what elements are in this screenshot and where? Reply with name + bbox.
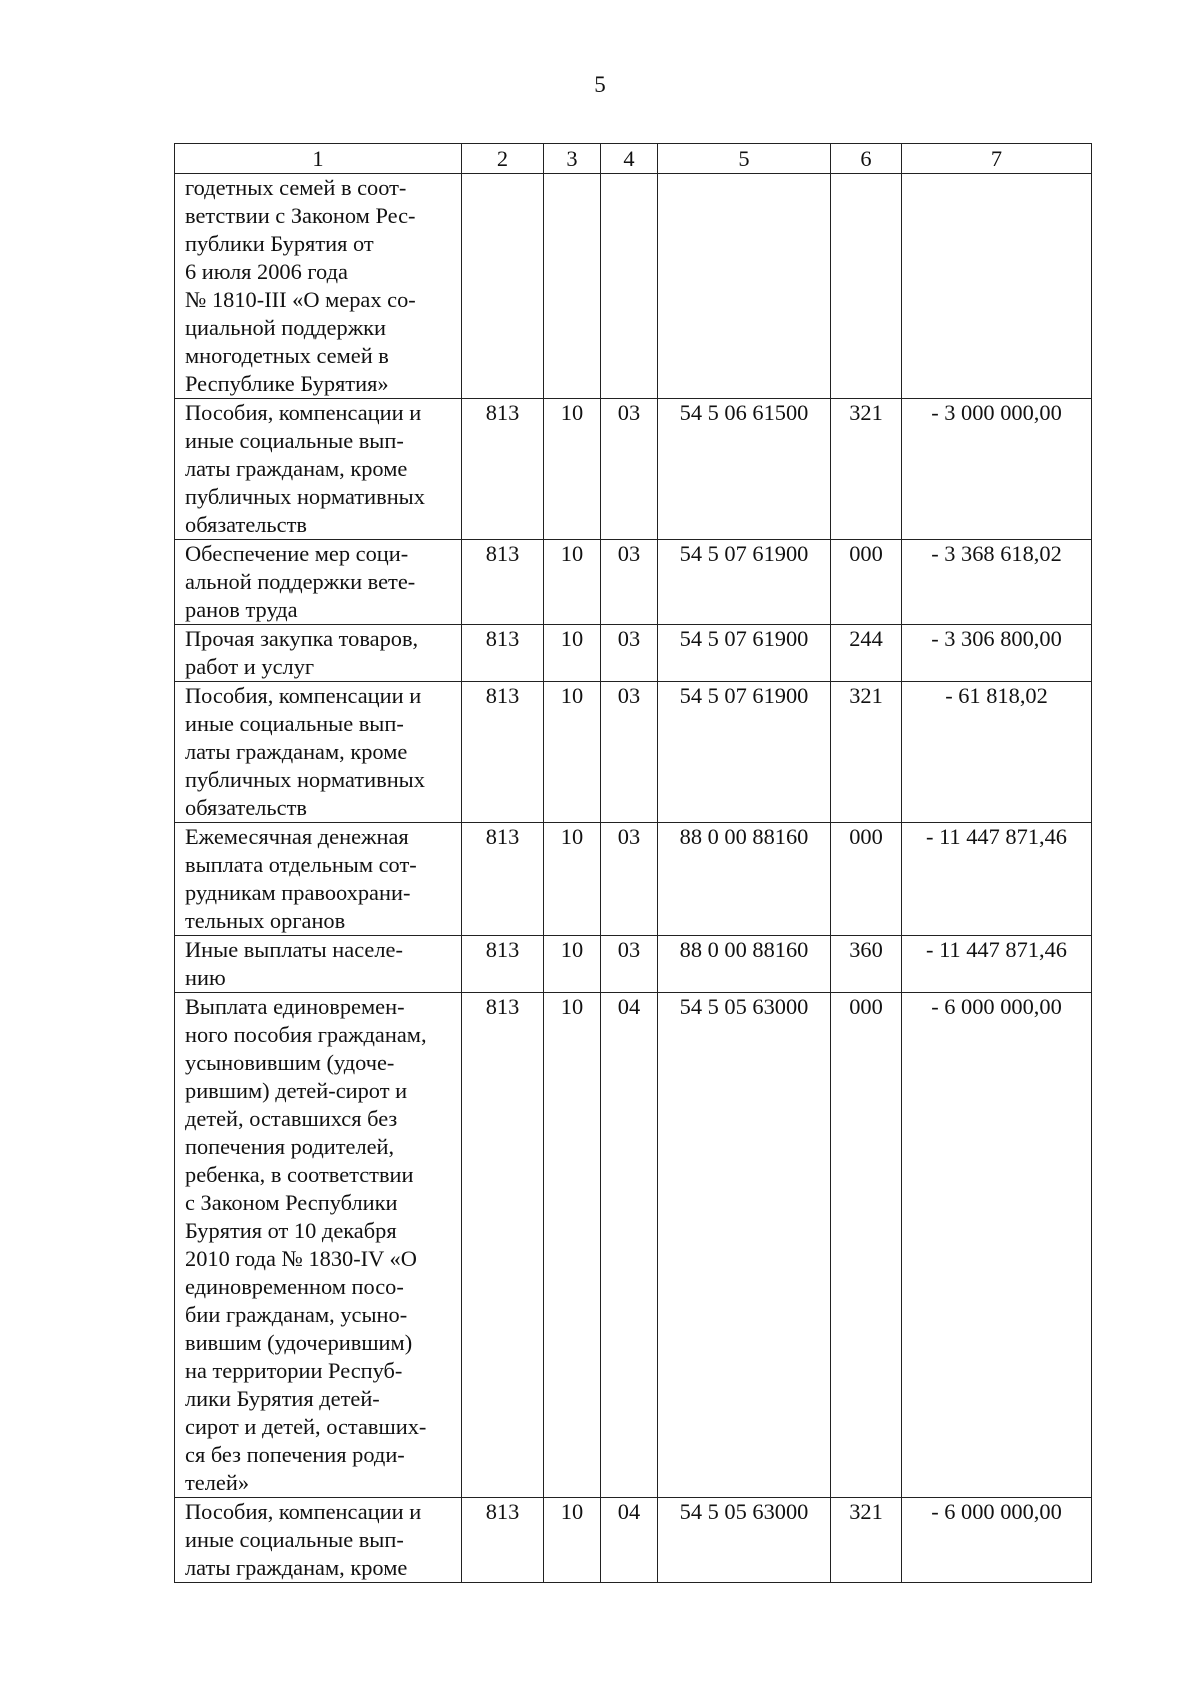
ministry-code: 813 <box>462 399 544 540</box>
subsection-code: 03 <box>601 823 658 936</box>
target-article-code: 88 0 00 88160 <box>658 936 831 993</box>
section-code: 10 <box>544 399 601 540</box>
target-article-code: 54 5 06 61500 <box>658 399 831 540</box>
subsection-code: 03 <box>601 936 658 993</box>
section-code: 10 <box>544 993 601 1498</box>
ministry-code: 813 <box>462 1498 544 1583</box>
row-description: Пособия, компенсации и иные социальные вып- латы гражданам, кроме <box>175 1498 462 1583</box>
amount: - 3 368 618,02 <box>902 540 1092 625</box>
column-header: 6 <box>831 144 902 174</box>
table-row <box>175 625 1092 682</box>
amount: - 61 818,02 <box>902 682 1092 823</box>
ministry-code: 813 <box>462 823 544 936</box>
expense-type-code: 000 <box>831 823 902 936</box>
target-article-code: 54 5 07 61900 <box>658 682 831 823</box>
row-description: годетных семей в соот- ветствии с Законом Рес- публики Бурятия от 6 июля 2006 года № 1810-III «О мерах со- циальной поддержки многодетных семей в Республике Бурятия» <box>175 174 462 399</box>
target-article-code <box>658 174 831 399</box>
table-row <box>175 1498 1092 1583</box>
section-code <box>544 174 601 399</box>
row-description: Обеспечение мер соци- альной поддержки вете- ранов труда <box>175 540 462 625</box>
expense-type-code: 000 <box>831 540 902 625</box>
subsection-code: 04 <box>601 1498 658 1583</box>
amount <box>902 174 1092 399</box>
row-description: Ежемесячная денежная выплата отдельным сот- рудникам правоохрани- тельных органов <box>175 823 462 936</box>
table-row <box>175 399 1092 540</box>
section-code: 10 <box>544 540 601 625</box>
table-row <box>175 174 1092 399</box>
amount: - 6 000 000,00 <box>902 993 1092 1498</box>
ministry-code: 813 <box>462 625 544 682</box>
ministry-code: 813 <box>462 993 544 1498</box>
row-description: Выплата единовремен- ного пособия гражданам, усыновившим (удоче- рившим) детей-сирот и детей, оставшихся без попечения родителей, ребенка, в соответствии с Законом Республики Бурятия от 10 декабря 2010 года № 1830-IV «О единовременном посо- бии гражданам, усыно- вившим (удочерившим) на территории Респуб- лики Бурятия детей- сирот и детей, оставших- ся без попечения роди- телей» <box>175 993 462 1498</box>
target-article-code: 54 5 07 61900 <box>658 625 831 682</box>
row-description: Пособия, компенсации и иные социальные вып- латы гражданам, кроме публичных нормативных обязательств <box>175 682 462 823</box>
subsection-code: 03 <box>601 399 658 540</box>
amount: - 11 447 871,46 <box>902 936 1092 993</box>
table-row <box>175 936 1092 993</box>
ministry-code <box>462 174 544 399</box>
expense-type-code: 360 <box>831 936 902 993</box>
section-code: 10 <box>544 823 601 936</box>
subsection-code: 03 <box>601 625 658 682</box>
expense-type-code: 321 <box>831 1498 902 1583</box>
column-header: 7 <box>902 144 1092 174</box>
amount: - 3 306 800,00 <box>902 625 1092 682</box>
subsection-code <box>601 174 658 399</box>
target-article-code: 54 5 07 61900 <box>658 540 831 625</box>
subsection-code: 04 <box>601 993 658 1498</box>
target-article-code: 88 0 00 88160 <box>658 823 831 936</box>
ministry-code: 813 <box>462 936 544 993</box>
page-number: 5 <box>594 72 606 97</box>
section-code: 10 <box>544 682 601 823</box>
row-description: Пособия, компенсации и иные социальные вып- латы гражданам, кроме публичных нормативных обязательств <box>175 399 462 540</box>
column-header: 1 <box>175 144 462 174</box>
expense-type-code: 321 <box>831 399 902 540</box>
expense-type-code <box>831 174 902 399</box>
column-header: 2 <box>462 144 544 174</box>
expense-type-code: 321 <box>831 682 902 823</box>
table-row <box>175 993 1092 1498</box>
expense-type-code: 244 <box>831 625 902 682</box>
target-article-code: 54 5 05 63000 <box>658 993 831 1498</box>
table-row <box>175 823 1092 936</box>
subsection-code: 03 <box>601 540 658 625</box>
target-article-code: 54 5 05 63000 <box>658 1498 831 1583</box>
section-code: 10 <box>544 936 601 993</box>
header-row <box>175 144 1092 174</box>
subsection-code: 03 <box>601 682 658 823</box>
amount: - 3 000 000,00 <box>902 399 1092 540</box>
column-header: 5 <box>658 144 831 174</box>
ministry-code: 813 <box>462 540 544 625</box>
amount: - 6 000 000,00 <box>902 1498 1092 1583</box>
budget-table <box>174 143 1092 1583</box>
table-row <box>175 540 1092 625</box>
expense-type-code: 000 <box>831 993 902 1498</box>
column-header: 4 <box>601 144 658 174</box>
amount: - 11 447 871,46 <box>902 823 1092 936</box>
column-header: 3 <box>544 144 601 174</box>
row-description: Иные выплаты населе- нию <box>175 936 462 993</box>
ministry-code: 813 <box>462 682 544 823</box>
section-code: 10 <box>544 625 601 682</box>
row-description: Прочая закупка товаров, работ и услуг <box>175 625 462 682</box>
table-row <box>175 682 1092 823</box>
section-code: 10 <box>544 1498 601 1583</box>
